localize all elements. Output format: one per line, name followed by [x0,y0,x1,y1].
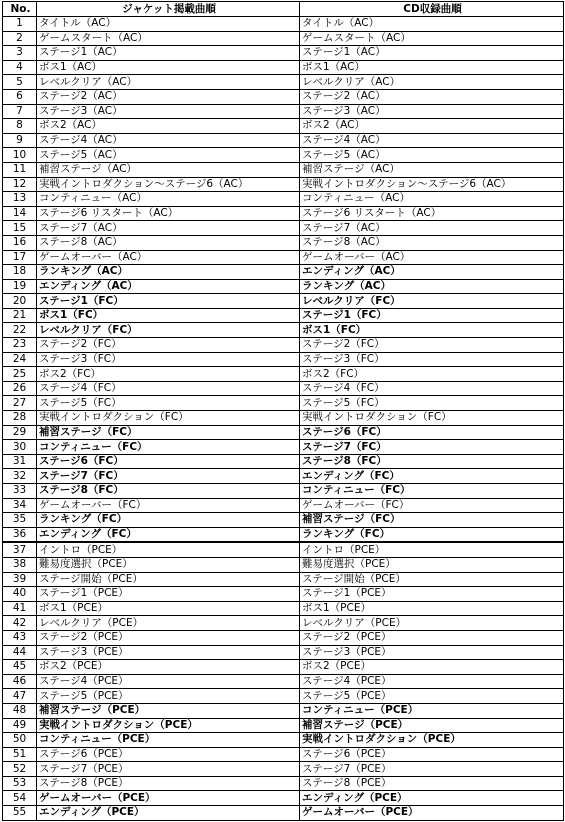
table-row [3,806,564,821]
table-row [3,791,564,806]
jacket-track: ステージ6（PCE） [37,747,300,762]
row-number: 12 [3,177,37,192]
track-order-table [2,1,564,821]
jacket-track: コンティニュー（FC） [37,440,300,455]
cd-track: ステージ1（AC） [300,46,564,61]
jacket-track: 補習ステージ（AC） [37,162,300,177]
table-row [3,557,564,572]
row-number: 7 [3,104,37,119]
table-body [3,17,564,821]
cd-track: ステージ2（PCE） [300,630,564,645]
table-row [3,454,564,469]
cd-track: レベルクリア（PCE） [300,616,564,631]
row-number: 54 [3,791,37,806]
jacket-track: レベルクリア（PCE） [37,616,300,631]
table-row [3,776,564,791]
cd-track: ステージ3（PCE） [300,645,564,660]
row-number: 25 [3,367,37,382]
cd-track: コンティニュー（AC） [300,192,564,207]
jacket-track: ステージ7（PCE） [37,762,300,777]
row-number: 36 [3,527,37,542]
table-row [3,542,564,557]
table-row [3,133,564,148]
cd-track: ゲームスタート（AC） [300,31,564,46]
cd-track: 実戦イントロダクション（PCE） [300,733,564,748]
row-number: 46 [3,674,37,689]
cd-track: ボス1（PCE） [300,601,564,616]
cd-track: ステージ6（PCE） [300,747,564,762]
table-row [3,645,564,660]
jacket-track: ステージ3（PCE） [37,645,300,660]
jacket-track: ボス1（AC） [37,60,300,75]
table-row [3,440,564,455]
jacket-track: ボス1（FC） [37,308,300,323]
row-number: 11 [3,162,37,177]
cd-track: ステージ2（AC） [300,89,564,104]
jacket-track: ボス2（AC） [37,119,300,134]
row-number: 3 [3,46,37,61]
row-number: 51 [3,747,37,762]
row-number: 50 [3,733,37,748]
jacket-track: ステージ開始（PCE） [37,572,300,587]
table-row [3,308,564,323]
jacket-track: エンディング（AC） [37,279,300,294]
row-number: 40 [3,587,37,602]
cd-track: ボス2（FC） [300,367,564,382]
cd-track: ステージ7（FC） [300,440,564,455]
table-row [3,572,564,587]
jacket-track: 実戦イントロダクション（FC） [37,411,300,426]
cd-track: ステージ1（PCE） [300,587,564,602]
jacket-track: ステージ8（AC） [37,235,300,250]
row-number: 42 [3,616,37,631]
table-row [3,89,564,104]
jacket-track: イントロ（PCE） [37,542,300,557]
jacket-track: ステージ8（PCE） [37,776,300,791]
table-row [3,425,564,440]
table-row [3,381,564,396]
row-number: 34 [3,498,37,513]
cd-track: ボス1（AC） [300,60,564,75]
jacket-track: 実戦イントロダクション（PCE） [37,718,300,733]
table-row [3,265,564,280]
cd-track: 実戦イントロダクション～ステージ6（AC） [300,177,564,192]
jacket-track: ステージ1（FC） [37,294,300,309]
row-number: 13 [3,192,37,207]
row-number: 5 [3,75,37,90]
table-row [3,718,564,733]
row-number: 24 [3,352,37,367]
table-row [3,513,564,528]
row-number: 44 [3,645,37,660]
cd-track: 補習ステージ（FC） [300,513,564,528]
jacket-track: 補習ステージ（PCE） [37,703,300,718]
jacket-track: ボス2（FC） [37,367,300,382]
row-number: 15 [3,221,37,236]
jacket-track: ゲームオーバー（FC） [37,498,300,513]
cd-track: 補習ステージ（PCE） [300,718,564,733]
jacket-track: ステージ5（FC） [37,396,300,411]
jacket-track: タイトル（AC） [37,17,300,32]
jacket-track: ステージ4（PCE） [37,674,300,689]
jacket-track: 難易度選択（PCE） [37,557,300,572]
table-row [3,367,564,382]
table-row [3,162,564,177]
row-number: 14 [3,206,37,221]
cd-track: イントロ（PCE） [300,542,564,557]
cd-track: ゲームオーバー（PCE） [300,806,564,821]
table-row [3,469,564,484]
cd-track: タイトル（AC） [300,17,564,32]
cd-track: ボス1（FC） [300,323,564,338]
cd-track: ステージ4（AC） [300,133,564,148]
table-row [3,206,564,221]
row-number: 27 [3,396,37,411]
table-row [3,177,564,192]
header-row [3,2,564,17]
jacket-track: ランキング（FC） [37,513,300,528]
cd-track: ゲームオーバー（AC） [300,250,564,265]
row-number: 21 [3,308,37,323]
cd-track: ボス2（PCE） [300,660,564,675]
cd-track: コンティニュー（FC） [300,484,564,499]
row-number: 41 [3,601,37,616]
row-number: 37 [3,542,37,557]
row-number: 20 [3,294,37,309]
table-row [3,192,564,207]
row-number: 23 [3,338,37,353]
row-number: 9 [3,133,37,148]
table-row [3,747,564,762]
row-number: 28 [3,411,37,426]
jacket-track: ランキング（AC） [37,265,300,280]
cd-track: ステージ開始（PCE） [300,572,564,587]
table-row [3,527,564,542]
header-no: No. [3,2,37,17]
table-row [3,498,564,513]
table-row [3,338,564,353]
cd-track: コンティニュー（PCE） [300,703,564,718]
table-row [3,601,564,616]
cd-track: ステージ4（PCE） [300,674,564,689]
cd-track: 補習ステージ（AC） [300,162,564,177]
cd-track: 難易度選択（PCE） [300,557,564,572]
row-number: 47 [3,689,37,704]
row-number: 1 [3,17,37,32]
cd-track: ボス2（AC） [300,119,564,134]
row-number: 38 [3,557,37,572]
jacket-track: ステージ7（AC） [37,221,300,236]
jacket-track: ステージ2（PCE） [37,630,300,645]
table-row [3,31,564,46]
table-row [3,235,564,250]
row-number: 35 [3,513,37,528]
table-row [3,630,564,645]
cd-track: エンディング（FC） [300,469,564,484]
row-number: 52 [3,762,37,777]
jacket-track: ボス2（PCE） [37,660,300,675]
jacket-track: コンティニュー（AC） [37,192,300,207]
table-row [3,17,564,32]
cd-track: エンディング（PCE） [300,791,564,806]
cd-track: レベルクリア（AC） [300,75,564,90]
row-number: 53 [3,776,37,791]
row-number: 17 [3,250,37,265]
row-number: 30 [3,440,37,455]
table-row [3,703,564,718]
jacket-track: ステージ6（FC） [37,454,300,469]
cd-track: エンディング（AC） [300,265,564,280]
jacket-track: 補習ステージ（FC） [37,425,300,440]
jacket-track: ステージ1（AC） [37,46,300,61]
header-jacket-order: ジャケット掲載曲順 [37,2,300,17]
row-number: 19 [3,279,37,294]
row-number: 22 [3,323,37,338]
row-number: 4 [3,60,37,75]
jacket-track: ステージ8（FC） [37,484,300,499]
jacket-track: ステージ3（FC） [37,352,300,367]
row-number: 45 [3,660,37,675]
jacket-track: ゲームオーバー（PCE） [37,791,300,806]
table-row [3,250,564,265]
jacket-track: ステージ6 リスタート（AC） [37,206,300,221]
table-row [3,221,564,236]
row-number: 32 [3,469,37,484]
jacket-track: 実戦イントロダクション～ステージ6（AC） [37,177,300,192]
row-number: 55 [3,806,37,821]
table-row [3,396,564,411]
jacket-track: ボス1（PCE） [37,601,300,616]
table-row [3,104,564,119]
jacket-track: コンティニュー（PCE） [37,733,300,748]
jacket-track: ステージ2（AC） [37,89,300,104]
table-row [3,75,564,90]
cd-track: ステージ8（FC） [300,454,564,469]
cd-track: ステージ7（AC） [300,221,564,236]
row-number: 26 [3,381,37,396]
jacket-track: ステージ7（FC） [37,469,300,484]
table-row [3,674,564,689]
cd-track: ステージ7（PCE） [300,762,564,777]
cd-track: ランキング（AC） [300,279,564,294]
cd-track: ステージ8（AC） [300,235,564,250]
table-row [3,411,564,426]
jacket-track: ステージ1（PCE） [37,587,300,602]
table-row [3,689,564,704]
row-number: 39 [3,572,37,587]
table-row [3,46,564,61]
row-number: 16 [3,235,37,250]
cd-track: ステージ6（FC） [300,425,564,440]
row-number: 18 [3,265,37,280]
cd-track: ステージ3（AC） [300,104,564,119]
jacket-track: ステージ3（AC） [37,104,300,119]
cd-track: ランキング（FC） [300,527,564,542]
cd-track: ステージ5（PCE） [300,689,564,704]
header-cd-order: CD収録曲順 [300,2,564,17]
cd-track: ステージ3（FC） [300,352,564,367]
row-number: 33 [3,484,37,499]
table-row [3,484,564,499]
table-row [3,148,564,163]
row-number: 29 [3,425,37,440]
cd-track: ステージ8（PCE） [300,776,564,791]
row-number: 31 [3,454,37,469]
jacket-track: レベルクリア（AC） [37,75,300,90]
table-row [3,616,564,631]
row-number: 49 [3,718,37,733]
cd-track: ステージ6 リスタート（AC） [300,206,564,221]
table-row [3,119,564,134]
jacket-track: ステージ4（AC） [37,133,300,148]
cd-track: ゲームオーバー（FC） [300,498,564,513]
cd-track: ステージ4（FC） [300,381,564,396]
jacket-track: ゲームオーバー（AC） [37,250,300,265]
table-row [3,294,564,309]
jacket-track: ゲームスタート（AC） [37,31,300,46]
table-row [3,660,564,675]
jacket-track: ステージ5（AC） [37,148,300,163]
table-row [3,352,564,367]
jacket-track: エンディング（FC） [37,527,300,542]
jacket-track: ステージ2（FC） [37,338,300,353]
jacket-track: レベルクリア（FC） [37,323,300,338]
row-number: 8 [3,119,37,134]
table-row [3,762,564,777]
row-number: 10 [3,148,37,163]
table-row [3,587,564,602]
jacket-track: ステージ4（FC） [37,381,300,396]
cd-track: ステージ1（FC） [300,308,564,323]
table-row [3,279,564,294]
cd-track: 実戦イントロダクション（FC） [300,411,564,426]
table-row [3,733,564,748]
cd-track: ステージ2（FC） [300,338,564,353]
table-row [3,323,564,338]
jacket-track: エンディング（PCE） [37,806,300,821]
cd-track: ステージ5（FC） [300,396,564,411]
row-number: 6 [3,89,37,104]
row-number: 2 [3,31,37,46]
row-number: 43 [3,630,37,645]
cd-track: レベルクリア（FC） [300,294,564,309]
cd-track: ステージ5（AC） [300,148,564,163]
table-row [3,60,564,75]
row-number: 48 [3,703,37,718]
jacket-track: ステージ5（PCE） [37,689,300,704]
